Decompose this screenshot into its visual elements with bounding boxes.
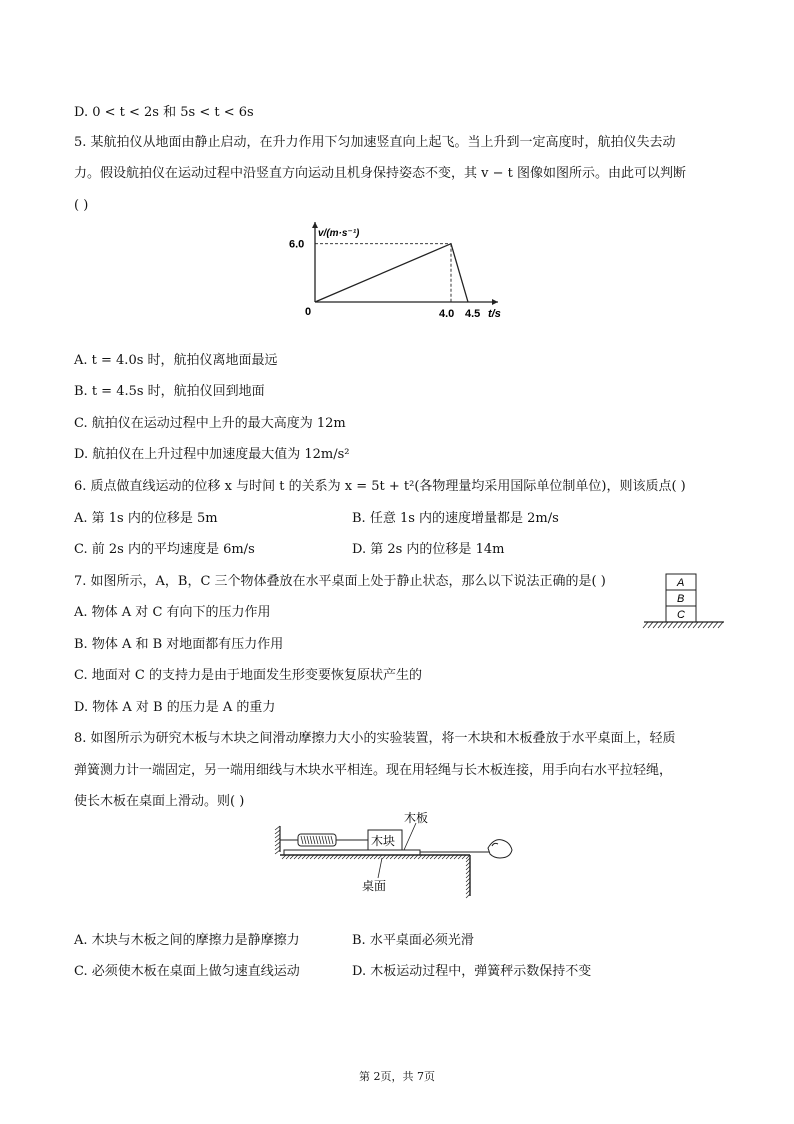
hatch-line	[688, 622, 693, 628]
hatch-line	[275, 838, 280, 842]
q6-option-d: D. 第 2s 内的位移是 14m	[352, 542, 505, 557]
wood-board-label: 木板	[404, 811, 429, 825]
hatch-line	[275, 842, 280, 846]
hatch-line	[275, 850, 280, 854]
q8-stem-line1: 8. 如图所示为研究木板与木块之间滑动摩擦力大小的实验装置，将一木块和木板叠放于水平桌面上，轻质	[74, 731, 676, 746]
ground-hatch	[643, 622, 723, 628]
table-label-leader	[378, 858, 382, 878]
q5-option-c: C. 航拍仪在运动过程中上升的最大高度为 12m	[74, 416, 346, 431]
hatch-line	[658, 622, 663, 628]
q5-option-a: A. t = 4.0s 时，航拍仪离地面最远	[74, 353, 278, 368]
wood-board	[284, 850, 420, 855]
wood-block-label: 木块	[371, 834, 396, 848]
q8-option-d: D. 木板运动过程中，弹簧秤示数保持不变	[352, 964, 592, 979]
hatch-line	[703, 622, 708, 628]
hatch-line	[275, 826, 280, 830]
q8-stem-line3: 使长木板在桌面上滑动。则( )	[74, 794, 245, 809]
hatch-line	[718, 622, 723, 628]
q5-stem-line3: ( )	[74, 198, 89, 213]
q6-option-c: C. 前 2s 内的平均速度是 6m/s	[74, 542, 255, 557]
q5-option-d: D. 航拍仪在上升过程中加速度最大值为 12m/s²	[74, 447, 350, 462]
q7-option-b: B. 物体 A 和 B 对地面都有压力作用	[74, 637, 284, 652]
stacked-blocks-figure	[640, 570, 728, 636]
hatch-line	[275, 834, 280, 838]
hatch-line	[643, 622, 648, 628]
hatch-line	[693, 622, 698, 628]
q8-option-b: B. 水平桌面必须光滑	[352, 933, 474, 948]
block-a-label: A	[677, 577, 685, 589]
q7-option-d: D. 物体 A 对 B 的压力是 A 的重力	[74, 700, 276, 715]
hatch-line	[648, 622, 653, 628]
chart-x-arrow	[492, 299, 498, 305]
chart-series-line	[315, 244, 468, 302]
q7-option-a: A. 物体 A 对 C 有向下的压力作用	[74, 605, 271, 620]
hatch-line	[713, 622, 718, 628]
hatch-line	[673, 622, 678, 628]
hatch-line	[678, 622, 683, 628]
hatch-line	[668, 622, 673, 628]
chart-x-tick-label-4-5: 4.5	[465, 308, 481, 320]
block-b-label: B	[677, 593, 685, 605]
q8-option-a: A. 木块与木板之间的摩擦力是静摩擦力	[74, 933, 300, 948]
friction-apparatus-figure	[270, 808, 530, 900]
chart-y-axis-label: v/(m·s⁻¹)	[318, 228, 360, 239]
q8-stem-line2: 弹簧测力计一端固定，另一端用细线与木块水平相连。现在用轻绳与长木板连接，用手向右水平拉轻绳，	[74, 763, 673, 778]
vt-chart	[280, 214, 520, 324]
q6-stem: 6. 质点做直线运动的位移 x 与时间 t 的关系为 x = 5t + t²(各物理量均采用国际单位制单位)，则该质点( )	[74, 479, 686, 494]
chart-origin-label: 0	[305, 306, 312, 318]
chart-x-tick-label-4-0: 4.0	[439, 308, 455, 320]
q5-stem-line1: 5. 某航拍仪从地面由静止启动，在升力作用下匀加速竖直向上起飞。当上升到一定高度时，航拍仪失去动	[74, 135, 676, 150]
q7-stem: 7. 如图所示，A，B，C 三个物体叠放在水平桌面上处于静止状态，那么以下说法正确的是( )	[74, 574, 606, 589]
hatch-line	[275, 846, 280, 850]
hatch-line	[275, 830, 280, 834]
hatch-line	[663, 622, 668, 628]
q6-option-b: B. 任意 1s 内的速度增量都是 2m/s	[352, 511, 559, 526]
block-c-label: C	[677, 609, 685, 621]
q6-option-a: A. 第 1s 内的位移是 5m	[74, 511, 218, 526]
table-label: 桌面	[362, 879, 387, 893]
hand-icon	[488, 840, 512, 858]
board-label-leader	[404, 823, 416, 850]
hatch-line	[698, 622, 703, 628]
q8-option-c: C. 必须使木板在桌面上做匀速直线运动	[74, 964, 300, 979]
chart-y-tick-label: 6.0	[289, 238, 305, 251]
q5-option-b: B. t = 4.5s 时，航拍仪回到地面	[74, 384, 265, 399]
hatch-line	[708, 622, 713, 628]
wall-hatch	[275, 826, 280, 854]
chart-x-axis-label: t/s	[488, 308, 501, 320]
hatch-line	[653, 622, 658, 628]
q5-stem-line2: 力。假设航拍仪在运动过程中沿竖直方向运动且机身保持姿态不变，其 v − t 图像如图所示。由此可以判断	[74, 166, 686, 181]
q4-option-d: D. 0 < t < 2s 和 5s < t < 6s	[74, 105, 254, 120]
q7-option-c: C. 地面对 C 的支持力是由于地面发生形变要恢复原状产生的	[74, 668, 422, 683]
page-footer: 第 2页，共 7页	[359, 1070, 435, 1083]
hatch-line	[683, 622, 688, 628]
